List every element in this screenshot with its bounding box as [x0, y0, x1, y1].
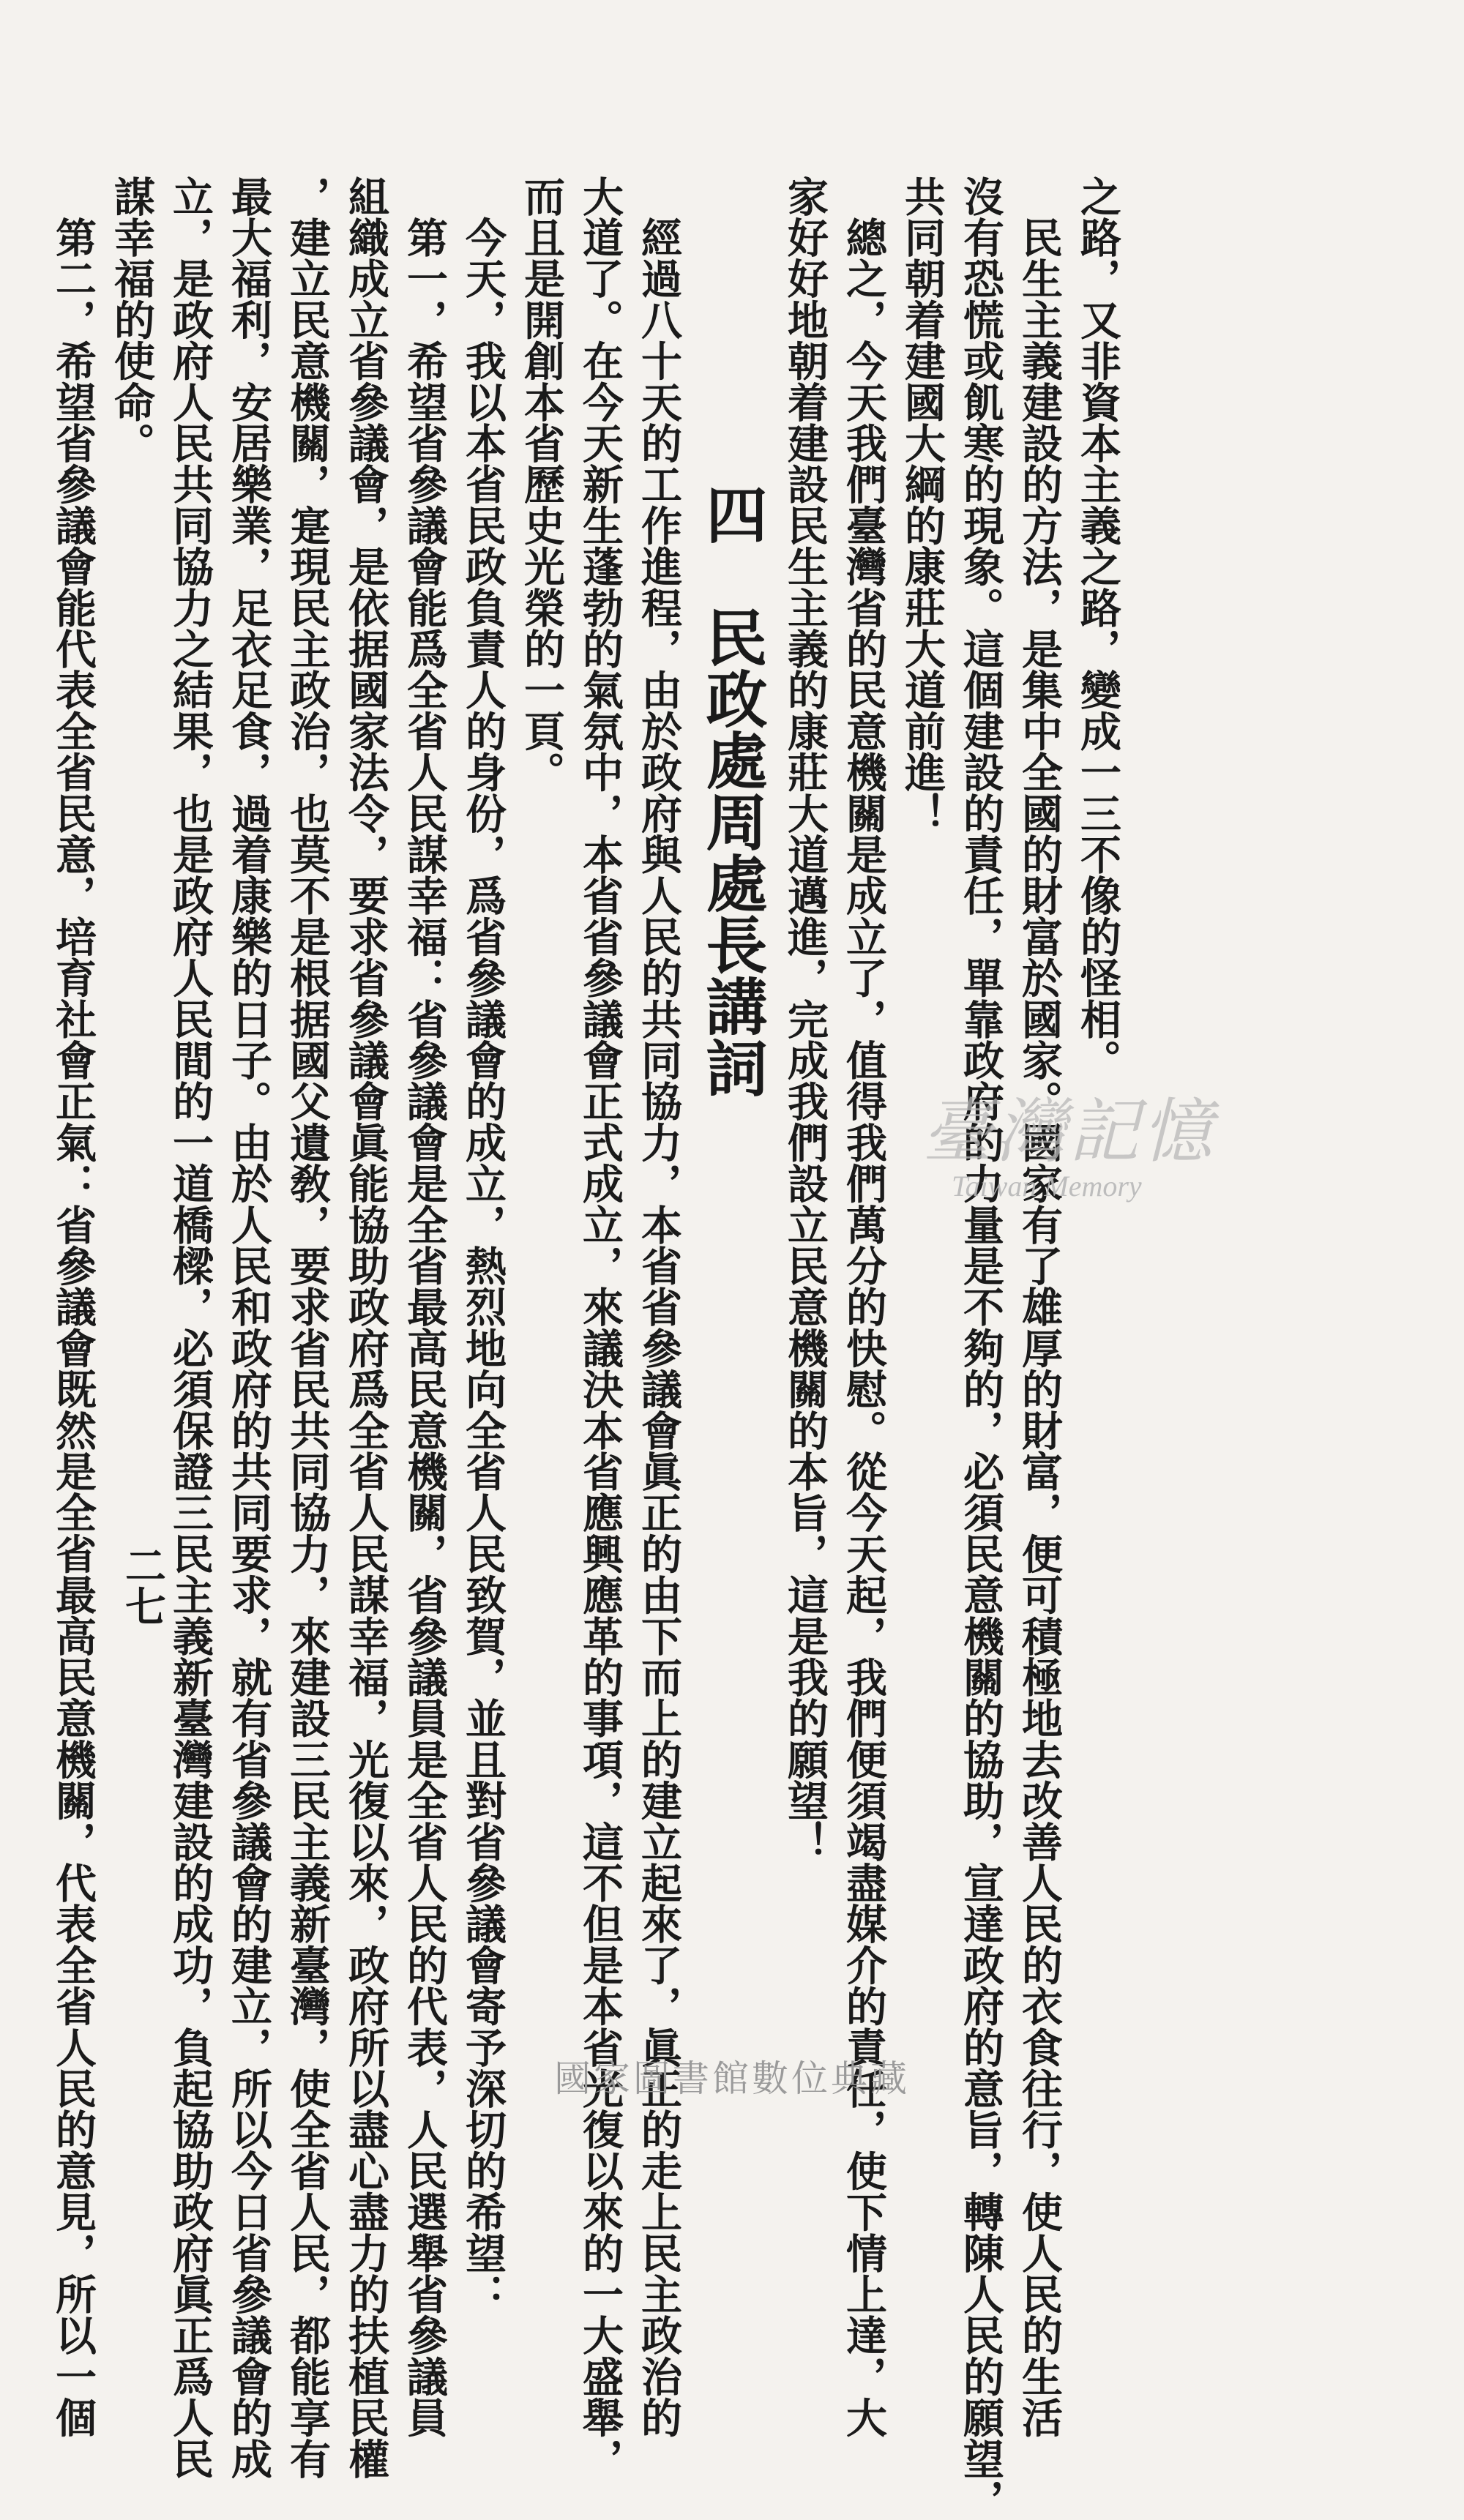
text-column: 共同朝着建國大綱的康莊大道前進！ — [898, 176, 946, 834]
section-heading: 四 民政處周處長講詞 — [696, 483, 769, 1098]
watermark-en-text: Taiwan Memory — [952, 1170, 1142, 1203]
text-column: 經過八十天的工作進程，由於政府與人民的共同協力，本省省參議會眞正的由下而上的建立起來了，眞正的走上民主政治的 — [635, 176, 683, 2438]
text-column: 民生主義建設的方法，是集中全國的財富於國家。國家有了雄厚的財富，便可積極地去改善人民的衣食往行，使人民的生活 — [1015, 176, 1064, 2438]
page-number: 二七 — [119, 1544, 167, 1626]
text-column: 沒有恐慌或飢寒的現象。這個建設的責任，單靠政府的力量是不夠的，必須民意機關的協助，宣達政府的意旨，轉陳人民的願望， — [957, 176, 1005, 2520]
text-column: 而且是開創本省歷史光榮的一頁。 — [518, 176, 566, 793]
text-column: 今天，我以本省民政負責人的身份，爲省參議會的成立，熱烈地向全省人民致賀，並且對省參議會寄予深切的希望： — [459, 176, 507, 2315]
text-column: 第一，希望省參議會能爲全省人民謀幸福：省參議會是全省最高民意機關，省參議員是全省人民的代表，人民選舉省參議員 — [400, 176, 449, 2438]
text-column: 謀幸福的使命。 — [108, 176, 156, 464]
text-column: 最大福利，安居樂業，足衣足食，過着康樂的日子。由於人民和政府的共同要求，就有省參議會的建立，所以今日省參議會的成 — [225, 176, 273, 2480]
text-column: 立，是政府人民共同協力之結果，也是政府人民間的一道橋樑，必須保證三民主義新臺灣建設的成功，負起協助政府眞正爲人民 — [166, 176, 214, 2480]
footer-credit: 國家圖書館數位典藏 — [554, 2057, 910, 2100]
text-column: 組織成立省參議會，是依据國家法令，要求省參議會眞能協助政府爲全省人民謀幸福，光復以來，政府所以盡心盡力的扶植民權 — [342, 176, 390, 2480]
text-column: 總之，今天我們臺灣省的民意機關是成立了，值得我們萬分的快慰。從今天起，我們便須竭盡媒介的責任，使下情上達，大 — [840, 176, 888, 2438]
watermark-cjk-text: 臺灣記憶 — [922, 1091, 1215, 1173]
text-column: 之路，又非資本主義之路，變成一三不像的怪相。 — [1074, 176, 1122, 1081]
text-column: ，建立民意機關，寔現民主政治，也莫不是根据國父遺敎，要求省民共同協力，來建設三民主義新臺灣，使全省人民，都能享有 — [283, 176, 332, 2480]
text-column: 大道了。在今天新生蓬勃的氣氛中，本省省參議會正式成立，來議決本省應興應革的事項，這不但是本省光復以來的一大盛舉， — [576, 176, 624, 2480]
text-column: 第二，希望省參議會能代表全省民意，培育社會正氣：省參議會既然是全省最高民意機關，代表全省人民的意見，所以一個 — [49, 176, 97, 2438]
text-column: 家好好地朝着建設民生主義的康莊大道邁進，完成我們設立民意機關的本旨，這是我的願望！ — [781, 176, 829, 1863]
